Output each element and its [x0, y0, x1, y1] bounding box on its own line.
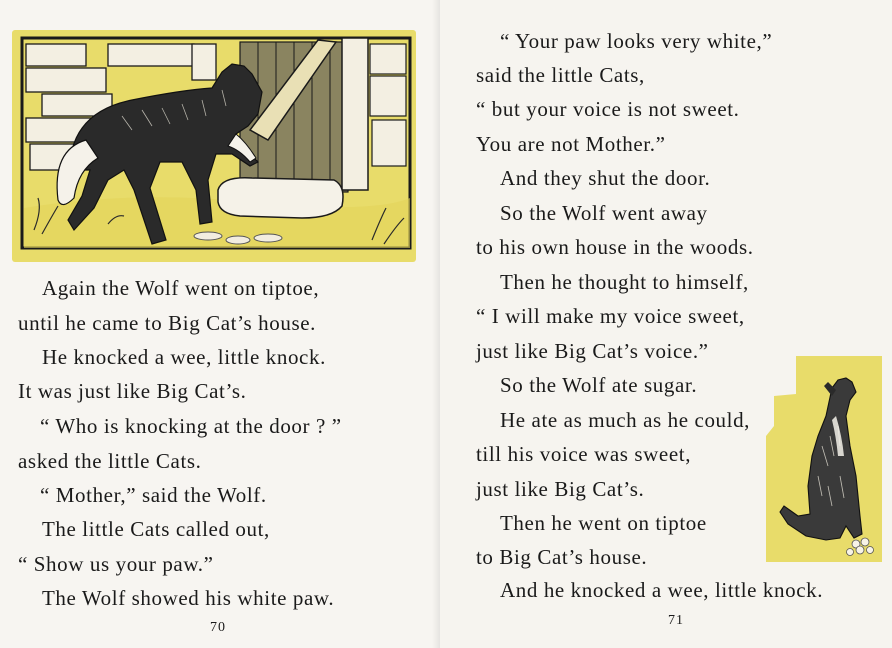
text-line-r13: till his voice was sweet, [476, 442, 692, 466]
text-line-9: “ Show us your paw.” [18, 552, 214, 576]
text-line-r3: “ but your voice is not sweet. [476, 97, 740, 121]
left-page [0, 0, 440, 648]
howling-wolf-illustration [766, 356, 882, 562]
text-line-r12: He ate as much as he could, [500, 408, 751, 432]
text-line-1: Again the Wolf went on tiptoe, [42, 276, 320, 300]
text-line-r6: So the Wolf went away [500, 201, 708, 225]
wolf-at-door-illustration [12, 30, 416, 262]
text-line-r2: said the little Cats, [476, 63, 645, 87]
text-line-r5: And they shut the door. [500, 166, 711, 190]
text-line-8: The little Cats called out, [42, 517, 270, 541]
text-line-4: It was just like Big Cat’s. [18, 379, 247, 403]
text-line-3: He knocked a wee, little knock. [42, 345, 326, 369]
howling-wolf-drawing [766, 356, 882, 562]
text-line-r9: “ I will make my voice sweet, [476, 304, 745, 328]
text-line-r16: to Big Cat’s house. [476, 545, 648, 569]
text-line-6: asked the little Cats. [18, 449, 202, 473]
text-line-r8: Then he thought to himself, [500, 270, 749, 294]
text-line-r15: Then he went on tiptoe [500, 511, 707, 535]
wolf-at-door-drawing [12, 30, 416, 262]
text-line-r17: And he knocked a wee, little knock. [500, 578, 824, 602]
text-line-5: “ Who is knocking at the door ? ” [40, 414, 342, 438]
text-line-r11: So the Wolf ate sugar. [500, 373, 698, 397]
text-line-r4: You are not Mother.” [476, 132, 666, 156]
text-line-r1: “ Your paw looks very white,” [500, 29, 773, 53]
text-line-r10: just like Big Cat’s voice.” [476, 339, 709, 363]
page-number-left: 70 [210, 620, 226, 635]
text-line-2: until he came to Big Cat’s house. [18, 311, 317, 335]
text-line-10: The Wolf showed his white paw. [42, 586, 335, 610]
text-line-r7: to his own house in the woods. [476, 235, 754, 259]
text-line-r14: just like Big Cat’s. [476, 477, 645, 501]
text-line-7: “ Mother,” said the Wolf. [40, 483, 267, 507]
page-number-right: 71 [668, 613, 684, 628]
